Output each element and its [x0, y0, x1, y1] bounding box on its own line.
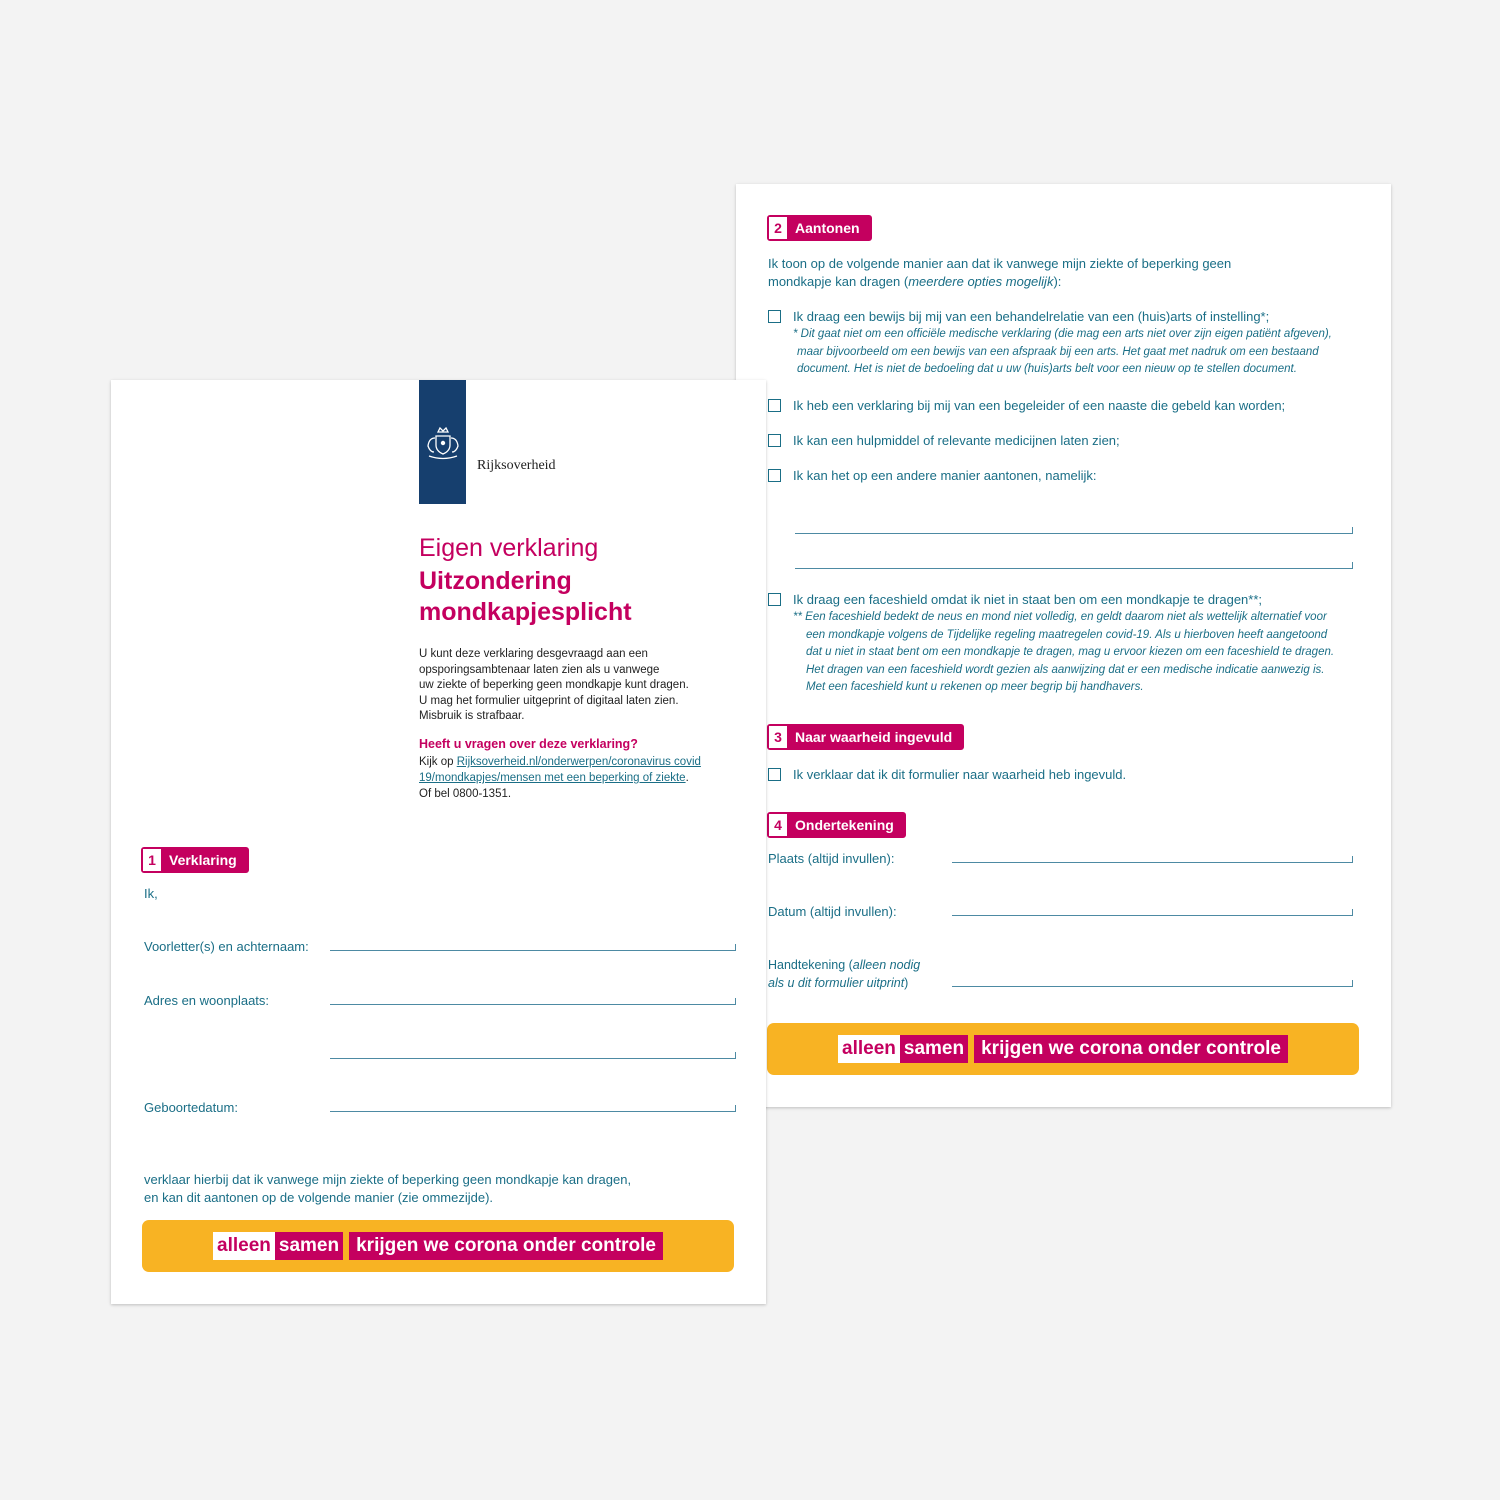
signature-field[interactable] — [952, 986, 1353, 987]
option-1-label: Ik draag een bewijs bij mij van een behandelrelatie van een (huis)arts of instelling*; — [793, 309, 1270, 324]
other-method-line-2[interactable] — [795, 568, 1353, 569]
truthful-label: Ik verklaar dat ik dit formulier naar waarheid heb ingevuld. — [793, 767, 1127, 782]
declaration-line-1: verklaar hierbij dat ik vanwege mijn ziekte of beperking geen mondkapje kan dragen, — [144, 1172, 632, 1187]
truthful-checkbox[interactable] — [768, 768, 781, 781]
option-5-note-line: Het dragen van een faceshield wordt gezien als aanwijzing dat er een medische indicatie aanwezig is. — [806, 664, 1325, 676]
option-2-checkbox[interactable] — [768, 399, 781, 412]
option-1-note-line: * Dit gaat niet om een officiële medische verklaring (die mag een arts niet over zijn eigen patiënt afgeven), — [793, 328, 1332, 340]
option-4-checkbox[interactable] — [768, 469, 781, 482]
info-link-block: Kijk op Rijksoverheid.nl/onderwerpen/coronavirus covid 19/mondkapjes/mensen met een beperking of ziekte. Of bel 0800-1351. — [419, 756, 701, 800]
option-1-note-line: document. Het is niet de bedoeling dat u uw (huis)arts belt voor een nieuw op te stellen document. — [797, 363, 1297, 375]
name-label: Voorletter(s) en achternaam: — [144, 939, 309, 954]
ik-label: Ik, — [144, 886, 158, 901]
questions-heading: Heeft u vragen over deze verklaring? — [419, 737, 638, 751]
info-link-continued[interactable]: 19/mondkapjes/mensen met een beperking of ziekte — [419, 772, 686, 784]
document-title-bold: Uitzondering mondkapjesplicht — [419, 567, 632, 626]
slogan-banner — [142, 1220, 734, 1272]
section-title: Verklaring — [169, 852, 237, 868]
intro-line-1: Ik toon op de volgende manier aan dat ik vanwege mijn ziekte of beperking geen — [768, 256, 1232, 271]
logo-wordmark: Rijksoverheid — [477, 458, 556, 473]
declaration-line-2: en kan dit aantonen op de volgende manier (zie ommezijde). — [144, 1190, 494, 1205]
intro-line-2: mondkapje kan dragen (meerdere opties mogelijk): — [768, 274, 1062, 289]
option-5-note-line: Met een faceshield kunt u rekenen op meer begrip bij handhavers. — [806, 681, 1144, 693]
place-field[interactable] — [952, 862, 1353, 863]
section-number: 1 — [143, 849, 161, 871]
date-label: Datum (altijd invullen): — [768, 904, 897, 919]
slogan-rest: krijgen we corona onder controle — [349, 1232, 663, 1260]
form-page-front — [111, 380, 766, 1304]
option-1-note-line: maar bijvoorbeeld om een bewijs van een afspraak bij een arts. Het gaat met nadruk om een bestaand — [797, 346, 1319, 358]
slogan-word-samen: samen — [900, 1035, 968, 1063]
option-5-label: Ik draag een faceshield omdat ik niet in staat ben om een mondkapje te dragen**; — [793, 592, 1263, 607]
info-link[interactable]: Rijksoverheid.nl/onderwerpen/coronavirus covid — [456, 756, 701, 768]
option-4-label: Ik kan het op een andere manier aantonen, namelijk: — [793, 468, 1097, 483]
signature-label: Handtekening (alleen nodig — [768, 958, 921, 972]
dob-label: Geboortedatum: — [144, 1100, 238, 1115]
section-4-header — [767, 812, 906, 838]
option-5-note-line: dat u niet in staat bent om een mondkapje te dragen, mag u ervoor kiezen om een faceshield te dragen. — [806, 646, 1335, 658]
dob-field[interactable] — [330, 1111, 736, 1112]
section-2-header — [767, 215, 872, 241]
slogan-word-samen: samen — [275, 1232, 343, 1260]
form-page-back — [736, 184, 1391, 1107]
slogan-word-alleen: alleen — [213, 1232, 275, 1260]
address-field-2[interactable] — [330, 1058, 736, 1059]
section-1-header — [141, 847, 249, 873]
slogan-word-alleen: alleen — [838, 1035, 900, 1063]
section-3-header — [767, 724, 964, 750]
option-3-label: Ik kan een hulpmiddel of relevante medicijnen laten zien; — [793, 433, 1120, 448]
place-label: Plaats (altijd invullen): — [768, 851, 895, 866]
option-5-note-line: ** Een faceshield bedekt de neus en mond niet volledig, en geldt daarom niet als wettelijk alternatief voor — [793, 611, 1327, 623]
name-field[interactable] — [330, 950, 736, 951]
slogan-rest: krijgen we corona onder controle — [974, 1035, 1288, 1063]
section-number: 3 — [769, 726, 787, 748]
address-label: Adres en woonplaats: — [144, 993, 270, 1008]
other-method-line-1[interactable] — [795, 533, 1353, 534]
option-3-checkbox[interactable] — [768, 434, 781, 447]
section-title: Ondertekening — [795, 817, 894, 833]
option-2-label: Ik heb een verklaring bij mij van een begeleider of een naaste die gebeld kan worden; — [793, 398, 1286, 413]
section-number: 4 — [769, 814, 787, 836]
rijksoverheid-logo — [419, 380, 466, 504]
signature-label-2: als u dit formulier uitprint) — [768, 976, 909, 990]
address-field-1[interactable] — [330, 1004, 736, 1005]
intro-text: U kunt deze verklaring desgevraagd aan een opsporingsambtenaar laten zien als u vanwege uw ziekte of beperking geen mondkapje kunt dragen. U mag het formulier uitgeprint of digitaal laten zien. Misbruik is strafbaar. — [419, 648, 689, 722]
option-1-checkbox[interactable] — [768, 310, 781, 323]
document-title-light: Eigen verklaring — [419, 534, 599, 562]
option-5-checkbox[interactable] — [768, 593, 781, 606]
slogan-banner — [767, 1023, 1359, 1075]
section-title: Aantonen — [795, 220, 860, 236]
coat-of-arms-icon — [423, 424, 463, 460]
date-field[interactable] — [952, 915, 1353, 916]
phone-number: Of bel 0800-1351. — [419, 788, 512, 800]
option-5-note-line: een mondkapje volgens de Tijdelijke regeling maatregelen covid-19. Als u hierboven heeft aangetoond — [806, 629, 1328, 641]
section-number: 2 — [769, 217, 787, 239]
section-title: Naar waarheid ingevuld — [795, 729, 953, 745]
